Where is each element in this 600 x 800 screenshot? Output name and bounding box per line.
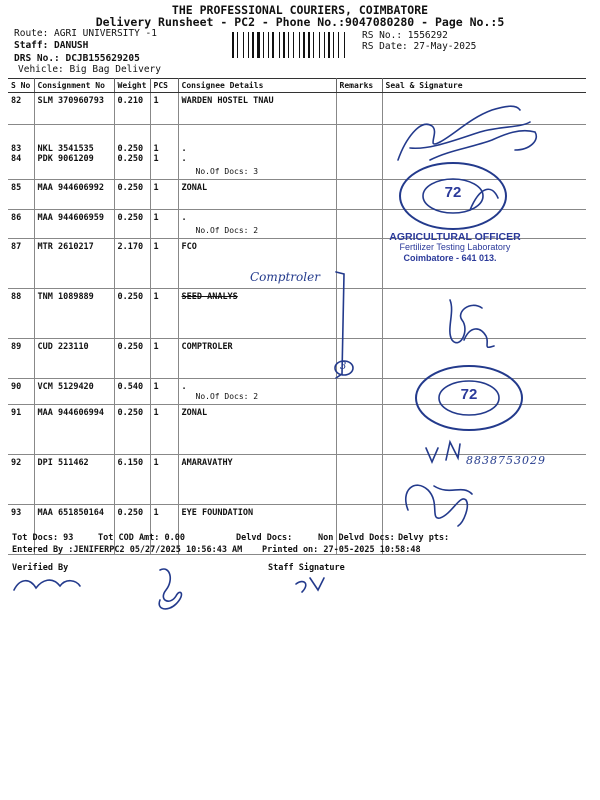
signature-scribble [430,131,536,160]
sno-cell: 82 [8,93,34,125]
consignee-cell: ZONAL [178,405,336,455]
col-sno: S No [8,79,34,93]
seal-number: 72 [460,386,478,403]
seal-sign-stroke [470,189,498,210]
sno-83: 83 [11,144,22,154]
consignment-cell: TNM 1089889 [34,289,114,339]
signature-scribble [398,106,520,160]
weight-cell: 0.250 [114,289,150,339]
consignee-cell: FCO [178,239,336,289]
rs-date: RS Date: 27-May-2025 [362,41,477,52]
staff-label: Staff: DANUSH [14,40,89,51]
consignment-cell: MAA 944606959 [34,210,114,239]
consignee-struck-text: SEED ANALYS [181,292,238,302]
consignee-text: . [181,382,187,392]
wt-84: 0.250 [117,154,144,164]
pcs-cell: 1 [150,180,178,210]
consignee-84: . [181,154,187,164]
pcs-84: 1 [153,154,159,164]
weight-cell: 0.250 [114,180,150,210]
col-seal-signature: Seal & Signature [382,79,586,93]
sno-cell: 93 [8,505,34,555]
vehicle-label: Vehicle: Big Bag Delivery [18,64,161,75]
cn-84: PDK 9061209 [37,154,94,164]
handwritten-circled-number: 3 [340,361,347,372]
verified-by-label: Verified By [12,563,69,573]
rs-number: RS No.: 1556292 [362,30,448,41]
weight-cell: 0.540 [114,379,150,405]
sno-cell: 88 [8,289,34,339]
sno-84: 84 [11,154,22,164]
company-title: THE PROFESSIONAL COURIERS, COIMBATORE [171,3,429,17]
route-label: Route: AGRI UNIVERSITY -1 [14,28,157,39]
col-consignee: Consignee Details [178,79,336,93]
verified-signature [159,569,181,609]
delivery-points: Delvy pts: [398,533,450,543]
consignment-cell: DPI 511462 [34,455,114,505]
total-cod: Tot COD Amt: 0.00 [98,533,185,543]
docs-count: No.Of Docs: 2 [195,226,259,235]
sno-cell: 87 [8,239,34,289]
sno-cell: 91 [8,405,34,455]
entered-by: Entered By :JENIFERPC2 05/27/2025 10:56:43 AM [12,545,243,555]
runsheet-title: Delivery Runsheet - PC2 - Phone No.:9047080280 - Page No.:5 [95,15,505,29]
sno-cell: 85 [8,180,34,210]
weight-cell: 0.250 [114,210,150,239]
weight-cell: 2.170 [114,239,150,289]
handwritten-comptroler: Comptroler [250,270,320,284]
col-pcs: PCS [150,79,178,93]
officer-lab-stamp: Fertilizer Testing Laboratory [399,242,511,252]
pcs-cell: 1 [150,405,178,455]
wt-83: 0.250 [117,144,144,154]
consignment-cell: MAA 651850164 [34,505,114,555]
pcs-83: 1 [153,144,159,154]
printed-on: Printed on: 27-05-2025 10:58:48 [262,545,421,555]
signature-scribble [426,442,460,462]
handwritten-phone: 8838753029 [466,454,546,467]
signature-scribble [434,486,472,494]
docs-count: No.Of Docs: 2 [195,392,259,401]
signature-scribble [410,122,530,148]
non-delivered-docs: Non Delvd Docs: [318,533,395,543]
pcs-cell: 1 [150,210,178,239]
weight-cell: 6.150 [114,455,150,505]
docs-count: No.Of Docs: 3 [195,167,259,176]
staff-signature-label: Staff Signature [268,563,345,573]
col-consignment: Consignment No [34,79,114,93]
sno-cell: 90 [8,379,34,405]
pcs-cell: 1 [150,93,178,125]
consignee-cell: AMARAVATHY [178,455,336,505]
consignee-cell: ZONAL [178,180,336,210]
weight-cell: 0.250 [114,405,150,455]
col-weight: Weight [114,79,150,93]
consignee-text: . [181,213,187,223]
officer-city-stamp: Coimbatore - 641 013. [403,253,497,263]
signature-scribble [406,485,468,526]
pcs-cell: 1 [150,379,178,405]
pcs-cell: 1 [150,289,178,339]
officer-title-stamp: AGRICULTURAL OFFICER [389,231,521,243]
consignee-cell: EYE FOUNDATION [178,505,336,555]
pcs-cell: 1 [150,455,178,505]
consignment-cell: MTR 2610217 [34,239,114,289]
consignee-cell: COMPTROLER [178,339,336,379]
pcs-cell: 1 [150,339,178,379]
consignment-cell: MAA 944606994 [34,405,114,455]
verified-signature [14,580,80,590]
col-remarks: Remarks [336,79,382,93]
signature-scribble [464,329,494,347]
consignment-cell: SLM 370960793 [34,93,114,125]
consignee-83: . [181,144,187,154]
sno-cell: 89 [8,339,34,379]
consignment-cell: MAA 944606992 [34,180,114,210]
seal-number: 72 [444,184,462,201]
consignment-cell: VCM 5129420 [34,379,114,405]
weight-cell: 0.250 [114,505,150,555]
sno-cell: 92 [8,455,34,505]
weight-cell: 0.250 [114,339,150,379]
drs-number: DRS No.: DCJB155629205 [14,53,140,64]
consignment-cell: CUD 223110 [34,339,114,379]
cn-83: NKL 3541535 [37,144,94,154]
pcs-cell: 1 [150,505,178,555]
total-docs: Tot Docs: 93 [12,533,74,543]
consignee-cell: WARDEN HOSTEL TNAU [178,93,336,125]
sno-cell: 86 [8,210,34,239]
delivered-docs: Delvd Docs: [236,533,293,543]
staff-signature [296,578,324,592]
weight-cell: 0.210 [114,93,150,125]
pcs-cell: 1 [150,239,178,289]
